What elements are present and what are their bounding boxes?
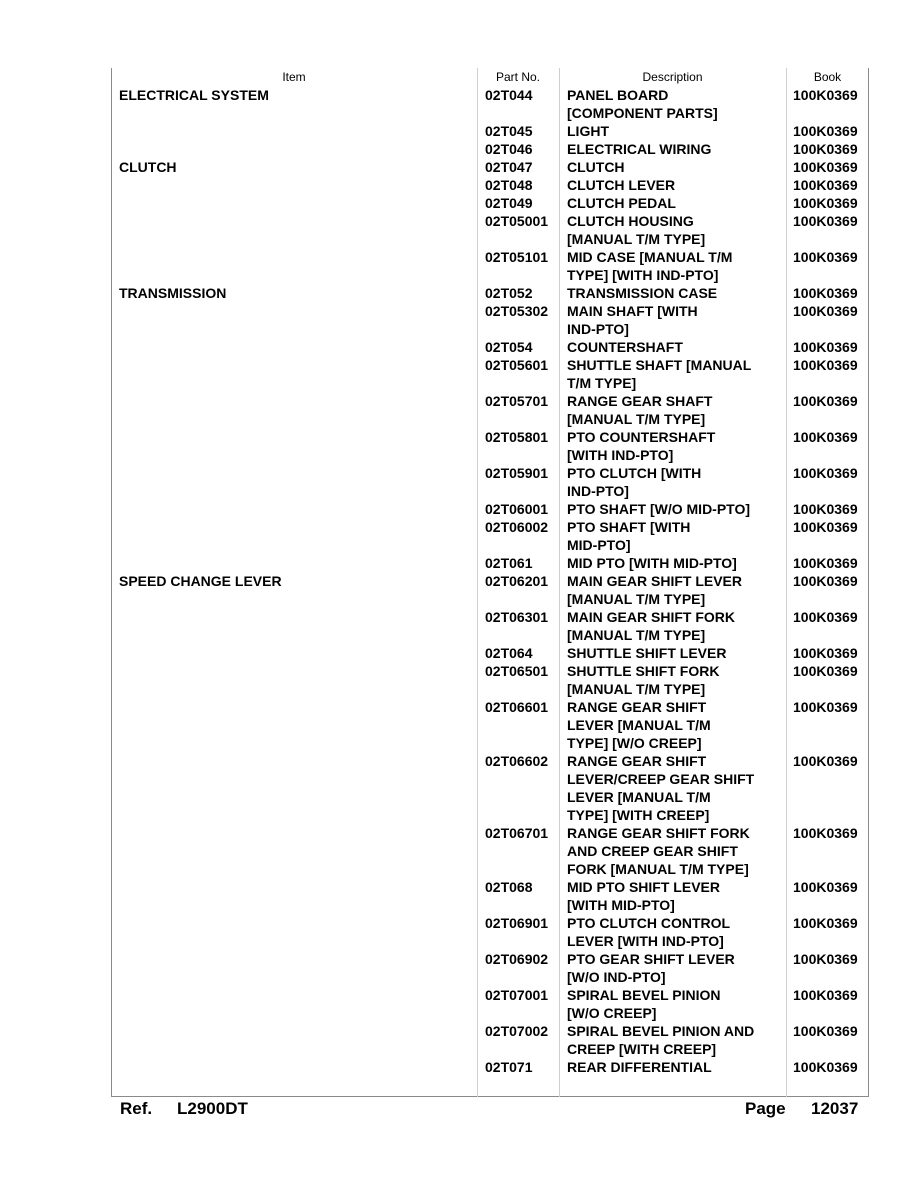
table-row (111, 158, 869, 176)
item-cell: SPEED CHANGE LEVER (119, 573, 282, 589)
description-line: SHUTTLE SHIFT FORK (567, 663, 720, 679)
description-line: PTO SHAFT [WITH (567, 519, 691, 535)
table-header (111, 69, 869, 85)
part-no-cell: 02T046 (485, 141, 533, 157)
book-cell: 100K0369 (793, 915, 858, 931)
description-cell (567, 914, 782, 950)
book-cell: 100K0369 (793, 951, 858, 967)
description-line: RANGE GEAR SHAFT (567, 393, 713, 409)
part-no-cell: 02T052 (485, 285, 533, 301)
description-line: TYPE] [WITH IND-PTO] (567, 267, 719, 283)
book-cell: 100K0369 (793, 879, 858, 895)
book-cell: 100K0369 (793, 573, 858, 589)
part-no-cell: 02T068 (485, 879, 533, 895)
table-row (111, 338, 869, 356)
description-cell (567, 86, 782, 122)
part-no-cell: 02T06002 (485, 519, 549, 535)
header-item: Item (282, 70, 306, 84)
table-row (111, 122, 869, 140)
part-no-cell: 02T07001 (485, 987, 549, 1003)
description-cell (567, 878, 782, 914)
part-no-cell: 02T061 (485, 555, 533, 571)
book-cell: 100K0369 (793, 987, 858, 1003)
parts-table-body (111, 86, 869, 1076)
description-line: [W/O CREEP] (567, 1005, 657, 1021)
table-row (111, 86, 869, 122)
table-row (111, 356, 869, 392)
table-row (111, 302, 869, 338)
book-cell: 100K0369 (793, 663, 858, 679)
part-no-cell: 02T06902 (485, 951, 549, 967)
description-cell (567, 518, 782, 554)
description-line: CLUTCH (567, 159, 625, 175)
table-row (111, 644, 869, 662)
description-cell (567, 194, 782, 212)
item-cell: TRANSMISSION (119, 285, 227, 301)
book-cell: 100K0369 (793, 699, 858, 715)
table-row (111, 1058, 869, 1076)
table-row (111, 212, 869, 248)
header-book: Book (813, 70, 842, 84)
description-line: PTO COUNTERSHAFT (567, 429, 716, 445)
table-row (111, 878, 869, 914)
description-line: PTO CLUTCH CONTROL (567, 915, 731, 931)
part-no-cell: 02T05302 (485, 303, 549, 319)
description-line: LIGHT (567, 123, 609, 139)
part-no-cell: 02T06301 (485, 609, 549, 625)
description-line: LEVER [WITH IND-PTO] (567, 933, 724, 949)
description-line: CLUTCH LEVER (567, 177, 676, 193)
book-cell: 100K0369 (793, 177, 858, 193)
table-row (111, 500, 869, 518)
description-cell (567, 356, 782, 392)
description-line: [MANUAL T/M TYPE] (567, 231, 706, 247)
part-no-cell: 02T06501 (485, 663, 549, 679)
page-label: Page (745, 1099, 786, 1118)
book-cell: 100K0369 (793, 303, 858, 319)
table-row (111, 914, 869, 950)
description-cell (567, 464, 782, 500)
part-no-cell: 02T05101 (485, 249, 549, 265)
description-line: CREEP [WITH CREEP] (567, 1041, 717, 1057)
table-row (111, 986, 869, 1022)
description-cell (567, 284, 782, 302)
description-line: SHUTTLE SHAFT [MANUAL (567, 357, 752, 373)
description-cell (567, 554, 782, 572)
table-row (111, 464, 869, 500)
book-cell: 100K0369 (793, 159, 858, 175)
book-cell: 100K0369 (793, 141, 858, 157)
description-line: SPIRAL BEVEL PINION (567, 987, 721, 1003)
part-no-cell: 02T05801 (485, 429, 549, 445)
part-no-cell: 02T049 (485, 195, 533, 211)
book-cell: 100K0369 (793, 195, 858, 211)
ref-label: Ref. (120, 1099, 153, 1118)
description-cell (567, 338, 782, 356)
table-row (111, 284, 869, 302)
table-row (111, 698, 869, 752)
table-row (111, 194, 869, 212)
description-cell (567, 176, 782, 194)
description-line: IND-PTO] (567, 483, 629, 499)
description-cell (567, 986, 782, 1022)
book-cell: 100K0369 (793, 465, 858, 481)
description-line: [MANUAL T/M TYPE] (567, 627, 706, 643)
part-no-cell: 02T05701 (485, 393, 549, 409)
part-no-cell: 02T064 (485, 645, 533, 661)
table-row (111, 248, 869, 284)
description-line: T/M TYPE] (567, 375, 637, 391)
part-no-cell: 02T048 (485, 177, 533, 193)
description-line: TYPE] [W/O CREEP] (567, 735, 702, 751)
description-line: LEVER/CREEP GEAR SHIFT (567, 771, 755, 787)
description-line: MAIN GEAR SHIFT FORK (567, 609, 735, 625)
part-no-cell: 02T045 (485, 123, 533, 139)
part-no-cell: 02T071 (485, 1059, 533, 1075)
part-no-cell: 02T05901 (485, 465, 549, 481)
description-line: MID CASE [MANUAL T/M (567, 249, 733, 265)
description-line: COUNTERSHAFT (567, 339, 683, 355)
description-line: CLUTCH HOUSING (567, 213, 694, 229)
part-no-cell: 02T054 (485, 339, 533, 355)
description-line: LEVER [MANUAL T/M (567, 789, 711, 805)
model-number: L2900DT (177, 1099, 248, 1118)
part-no-cell: 02T06602 (485, 753, 549, 769)
description-line: MAIN SHAFT [WITH (567, 303, 698, 319)
description-cell (567, 752, 782, 824)
book-cell: 100K0369 (793, 645, 858, 661)
description-line: CLUTCH PEDAL (567, 195, 676, 211)
table-row (111, 518, 869, 554)
description-line: FORK [MANUAL T/M TYPE] (567, 861, 749, 877)
header-description: Description (642, 70, 703, 84)
part-no-cell: 02T047 (485, 159, 533, 175)
part-no-cell: 02T05001 (485, 213, 549, 229)
description-cell (567, 428, 782, 464)
description-line: SPIRAL BEVEL PINION AND (567, 1023, 755, 1039)
book-cell: 100K0369 (793, 753, 858, 769)
description-line: MID PTO [WITH MID-PTO] (567, 555, 737, 571)
book-cell: 100K0369 (793, 501, 858, 517)
page-number: 12037 (811, 1099, 859, 1118)
table-row (111, 428, 869, 464)
part-no-cell: 02T06601 (485, 699, 549, 715)
description-line: AND CREEP GEAR SHIFT (567, 843, 738, 859)
book-cell: 100K0369 (793, 1059, 858, 1075)
part-no-cell: 02T05601 (485, 357, 549, 373)
description-line: [MANUAL T/M TYPE] (567, 411, 706, 427)
description-cell (567, 662, 782, 698)
description-line: RANGE GEAR SHIFT (567, 753, 707, 769)
description-cell (567, 572, 782, 608)
book-cell: 100K0369 (793, 825, 858, 841)
description-cell (567, 122, 782, 140)
description-cell (567, 644, 782, 662)
description-cell (567, 212, 782, 248)
description-line: IND-PTO] (567, 321, 629, 337)
description-cell (567, 950, 782, 986)
table-row (111, 392, 869, 428)
table-row (111, 1022, 869, 1058)
description-cell (567, 158, 782, 176)
description-cell (567, 500, 782, 518)
description-line: LEVER [MANUAL T/M (567, 717, 711, 733)
table-row (111, 608, 869, 644)
book-cell: 100K0369 (793, 357, 858, 373)
table-row (111, 176, 869, 194)
table-row (111, 554, 869, 572)
book-cell: 100K0369 (793, 429, 858, 445)
description-cell (567, 1058, 782, 1076)
book-cell: 100K0369 (793, 87, 858, 103)
book-cell: 100K0369 (793, 285, 858, 301)
description-line: MID-PTO] (567, 537, 631, 553)
part-no-cell: 02T07002 (485, 1023, 549, 1039)
table-row (111, 950, 869, 986)
description-cell (567, 1022, 782, 1058)
description-cell (567, 392, 782, 428)
description-line: MAIN GEAR SHIFT LEVER (567, 573, 743, 589)
part-no-cell: 02T06901 (485, 915, 549, 931)
book-cell: 100K0369 (793, 519, 858, 535)
book-cell: 100K0369 (793, 393, 858, 409)
description-line: [COMPONENT PARTS] (567, 105, 718, 121)
description-line: SHUTTLE SHIFT LEVER (567, 645, 727, 661)
description-line: TRANSMISSION CASE (567, 285, 718, 301)
part-no-cell: 02T06701 (485, 825, 549, 841)
header-part-no: Part No. (495, 70, 540, 84)
part-no-cell: 02T06201 (485, 573, 549, 589)
table-row (111, 824, 869, 878)
description-line: PANEL BOARD (567, 87, 669, 103)
description-line: [MANUAL T/M TYPE] (567, 681, 706, 697)
description-line: [WITH IND-PTO] (567, 447, 674, 463)
table-row (111, 572, 869, 608)
description-cell (567, 824, 782, 878)
book-cell: 100K0369 (793, 249, 858, 265)
table-row (111, 752, 869, 824)
description-line: PTO GEAR SHIFT LEVER (567, 951, 735, 967)
description-line: RANGE GEAR SHIFT (567, 699, 707, 715)
part-no-cell: 02T044 (485, 87, 533, 103)
description-line: PTO CLUTCH [WITH (567, 465, 702, 481)
description-line: REAR DIFFERENTIAL (567, 1059, 712, 1075)
book-cell: 100K0369 (793, 339, 858, 355)
book-cell: 100K0369 (793, 609, 858, 625)
book-cell: 100K0369 (793, 1023, 858, 1039)
description-line: [MANUAL T/M TYPE] (567, 591, 706, 607)
description-line: RANGE GEAR SHIFT FORK (567, 825, 750, 841)
part-no-cell: 02T06001 (485, 501, 549, 517)
description-cell (567, 698, 782, 752)
description-line: [W/O IND-PTO] (567, 969, 666, 985)
page-footer (111, 1099, 869, 1119)
description-line: [WITH MID-PTO] (567, 897, 675, 913)
description-line: ELECTRICAL WIRING (567, 141, 712, 157)
book-cell: 100K0369 (793, 123, 858, 139)
description-line: TYPE] [WITH CREEP] (567, 807, 710, 823)
description-cell (567, 248, 782, 284)
description-cell (567, 608, 782, 644)
item-cell: ELECTRICAL SYSTEM (119, 87, 269, 103)
table-row (111, 140, 869, 158)
description-line: PTO SHAFT [W/O MID-PTO] (567, 501, 751, 517)
description-cell (567, 302, 782, 338)
item-cell: CLUTCH (119, 159, 177, 175)
description-line: MID PTO SHIFT LEVER (567, 879, 720, 895)
description-cell (567, 140, 782, 158)
book-cell: 100K0369 (793, 555, 858, 571)
book-cell: 100K0369 (793, 213, 858, 229)
table-row (111, 662, 869, 698)
